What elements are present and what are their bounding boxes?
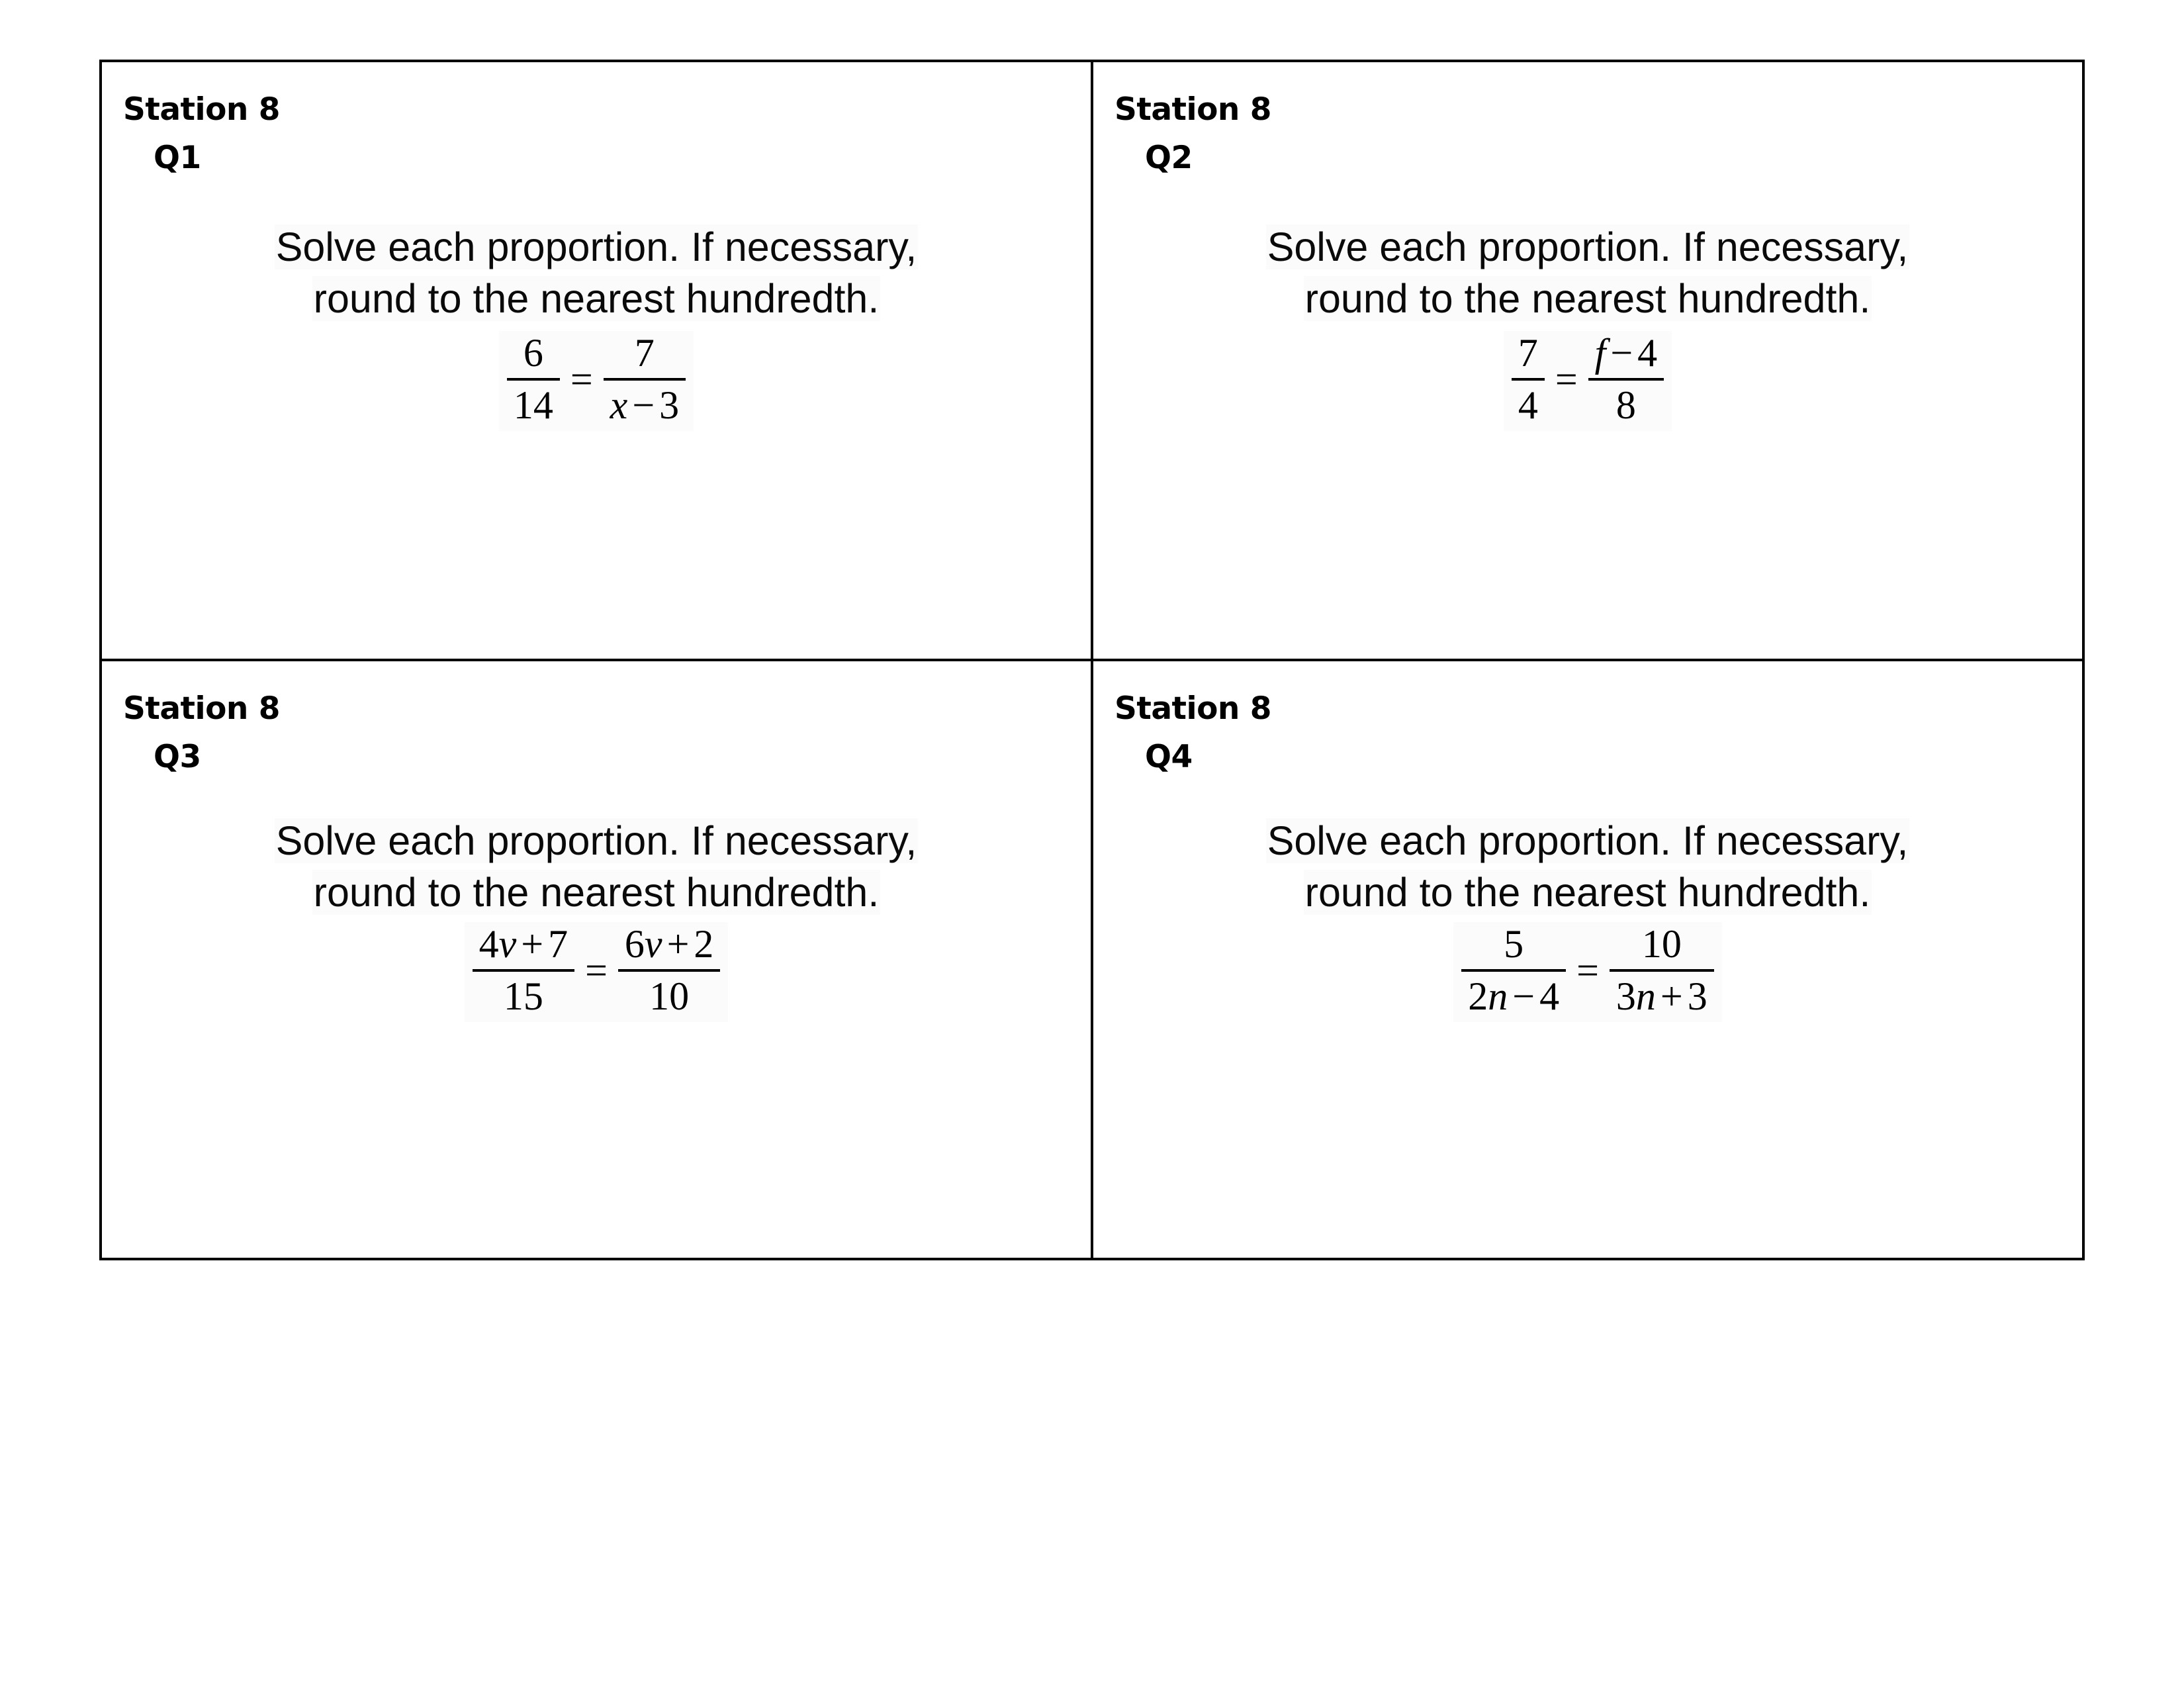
instruction-line-2: round to the nearest hundredth. [1304, 276, 1871, 322]
numerator [1588, 331, 1664, 381]
instruction-text [102, 221, 1091, 324]
denominator: 8 [1615, 383, 1636, 428]
instruction-line-2: round to the nearest hundredth. [313, 276, 880, 322]
coefficient: 2 [1468, 974, 1488, 1019]
variable: n [1488, 974, 1508, 1019]
numerator: 7 [604, 331, 686, 381]
coefficient: 3 [1615, 974, 1636, 1019]
task-card-table [99, 60, 2085, 1260]
station-label: Station 8 [1115, 690, 1271, 727]
denominator: 10 [649, 974, 690, 1019]
denominator: 4 [1518, 383, 1538, 428]
denominator: 15 [503, 974, 543, 1019]
table-row [101, 61, 2083, 660]
term: 2 [694, 922, 714, 966]
station-label: Station 8 [123, 690, 280, 727]
variable: f [1594, 331, 1606, 375]
operator: + [521, 922, 544, 966]
question-id-label: Q2 [1145, 140, 1193, 176]
coefficient: 4 [478, 922, 499, 966]
instruction-line-1: Solve each proportion. If necessary, [1267, 224, 1909, 269]
station-label: Station 8 [1115, 91, 1271, 128]
operator: − [632, 383, 655, 428]
proportion-equation [102, 922, 1091, 1021]
question-id-label: Q4 [1145, 739, 1193, 775]
denominator [604, 381, 686, 428]
instruction-line-1: Solve each proportion. If necessary, [1267, 818, 1909, 863]
equals-sign: = [585, 948, 608, 992]
fraction-left [473, 922, 574, 1019]
fraction-left [1512, 331, 1545, 428]
numerator [618, 922, 720, 972]
proportion-equation [1093, 331, 2082, 430]
instruction-text [102, 815, 1091, 918]
fraction-left [1461, 922, 1566, 1019]
operator: + [1660, 974, 1683, 1019]
variable: x [610, 383, 628, 428]
card-body [102, 62, 1091, 659]
numerator: 10 [1610, 922, 1714, 972]
fraction-right [604, 331, 686, 428]
operator: − [1512, 974, 1535, 1019]
denominator [1461, 972, 1566, 1019]
numerator: 6 [507, 331, 560, 381]
numerator: 7 [1512, 331, 1545, 381]
denominator: 14 [513, 383, 553, 428]
variable: n [1635, 974, 1656, 1019]
numerator: 5 [1461, 922, 1566, 972]
term: 3 [659, 383, 680, 428]
card-body [102, 661, 1091, 1258]
fraction-left [507, 331, 560, 428]
proportion-equation [102, 331, 1091, 430]
instruction-line-2: round to the nearest hundredth. [313, 870, 880, 915]
task-card-q1 [101, 61, 1092, 660]
coefficient: 6 [624, 922, 645, 966]
variable: v [498, 922, 517, 966]
equals-sign: = [1555, 357, 1578, 401]
term: 4 [1539, 974, 1560, 1019]
operator: + [666, 922, 690, 966]
station-label: Station 8 [123, 91, 280, 128]
question-id-label: Q1 [154, 140, 201, 176]
question-id-label: Q3 [154, 739, 201, 775]
proportion-equation [1093, 922, 2082, 1021]
card-body [1093, 62, 2082, 659]
task-card-q3 [101, 660, 1092, 1259]
equals-sign: = [570, 357, 593, 401]
instruction-text [1093, 221, 2082, 324]
task-card-q2 [1092, 61, 2083, 660]
term: 3 [1687, 974, 1707, 1019]
task-card-q4 [1092, 660, 2083, 1259]
instruction-line-2: round to the nearest hundredth. [1304, 870, 1871, 915]
variable: v [644, 922, 662, 966]
operator: − [1610, 331, 1633, 375]
table-row [101, 660, 2083, 1259]
equals-sign: = [1576, 948, 1599, 992]
numerator [473, 922, 574, 972]
fraction-right [1588, 331, 1664, 428]
instruction-text [1093, 815, 2082, 918]
card-body [1093, 661, 2082, 1258]
fraction-right [618, 922, 720, 1019]
fraction-right [1610, 922, 1714, 1019]
term: 4 [1637, 331, 1658, 375]
term: 7 [548, 922, 569, 966]
instruction-line-1: Solve each proportion. If necessary, [275, 224, 917, 269]
instruction-line-1: Solve each proportion. If necessary, [275, 818, 917, 863]
denominator [1610, 972, 1714, 1019]
